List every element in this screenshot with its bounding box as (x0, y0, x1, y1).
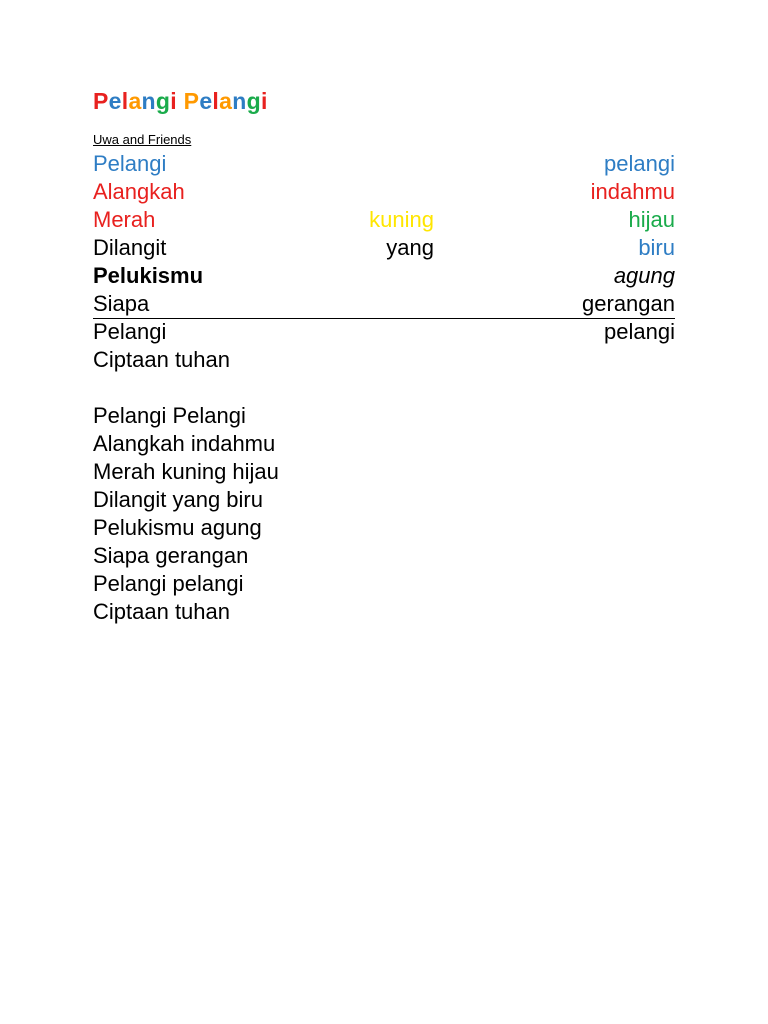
title-letter: l (212, 88, 220, 114)
lyric-word: pelangi (604, 151, 675, 176)
title-letter: g (246, 88, 261, 114)
lyric-word: Dilangit (93, 235, 167, 260)
title-letter: l (121, 88, 129, 114)
title-letter (177, 88, 184, 114)
lyric-line (93, 318, 675, 346)
title-letter: e (199, 88, 213, 114)
lyric-line: Pelangi Pelangi (93, 403, 246, 428)
lyric-word: indahmu (590, 179, 675, 204)
title-letter: a (219, 88, 233, 114)
lyric-line (93, 290, 675, 319)
title-letter: e (108, 88, 122, 114)
title-letter: i (260, 88, 268, 114)
lyric-line (93, 262, 675, 290)
lyric-word: Siapa (93, 291, 150, 316)
lyric-line (93, 234, 675, 262)
lyric-line: Pelangi pelangi (93, 571, 244, 596)
lyric-word: gerangan (582, 291, 675, 316)
lyric-word: Ciptaan tuhan (93, 347, 230, 372)
lyric-word: yang (386, 235, 434, 260)
artist-subtitle: Uwa and Friends (93, 132, 192, 147)
lyric-line (93, 346, 675, 374)
title-letter: a (128, 88, 142, 114)
lyric-line (93, 178, 675, 206)
title-letter: P (183, 88, 200, 114)
title-letter: g (155, 88, 171, 114)
lyric-line: Dilangit yang biru (93, 487, 263, 512)
lyric-line: Pelukismu agung (93, 515, 262, 540)
title-letter: P (93, 88, 109, 114)
lyric-line: Merah kuning hijau (93, 459, 279, 484)
lyric-line: Alangkah indahmu (93, 431, 276, 456)
lyric-line (93, 150, 675, 178)
lyric-line: Siapa gerangan (93, 543, 249, 568)
title-letter: n (232, 88, 247, 114)
lyric-word: Pelukismu (93, 263, 204, 288)
song-title (93, 86, 268, 116)
lyric-word: hijau (628, 207, 675, 232)
lyric-word: Pelangi (93, 151, 167, 176)
lyric-line (93, 206, 675, 234)
title-letter: n (141, 88, 156, 114)
lyric-word: Merah (93, 207, 156, 232)
lyric-word: pelangi (604, 319, 675, 344)
lyric-word: agung (613, 263, 675, 288)
lyric-word: kuning (369, 207, 434, 232)
lyric-word: Pelangi (93, 319, 167, 344)
title-letter: i (170, 88, 177, 114)
lyric-word: Alangkah (93, 179, 185, 204)
lyric-line: Ciptaan tuhan (93, 599, 230, 624)
lyric-word: biru (638, 235, 675, 260)
